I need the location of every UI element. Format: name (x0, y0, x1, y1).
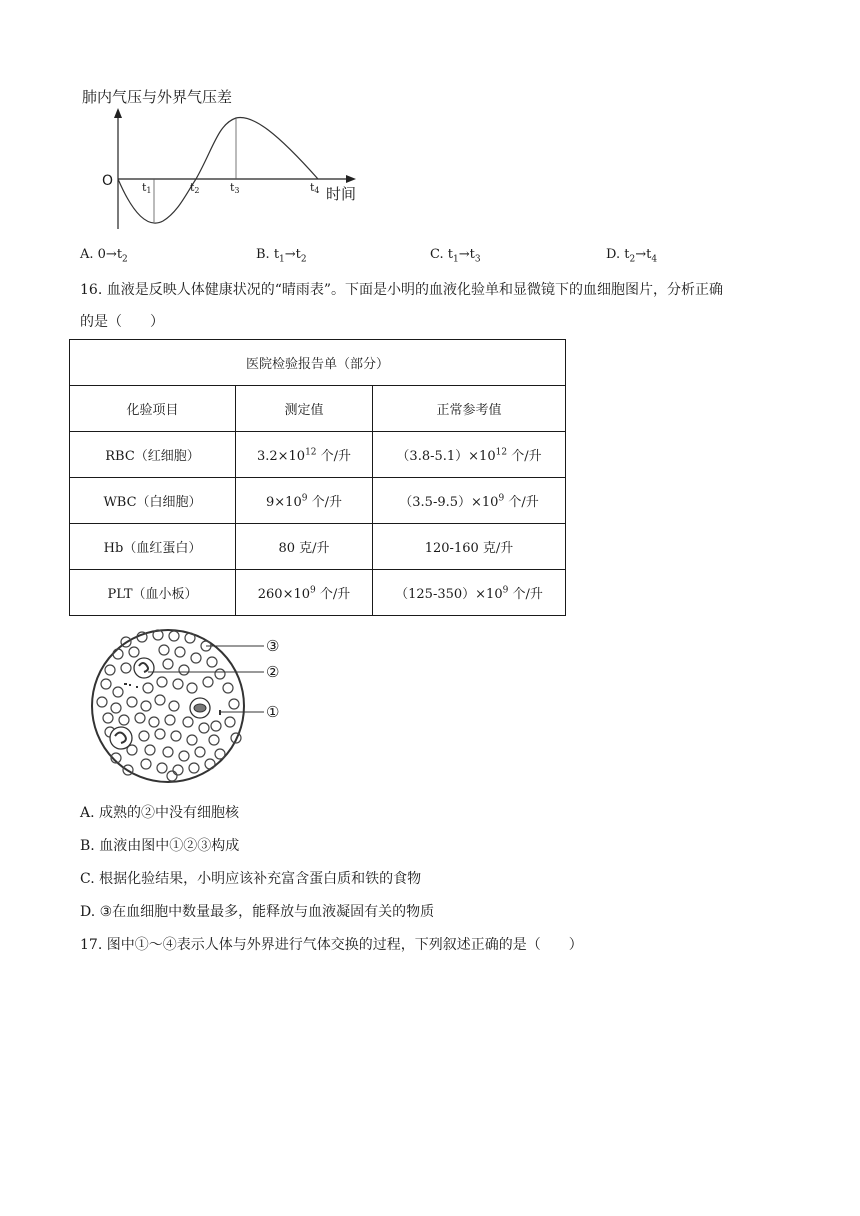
tick-t3: t3 (230, 181, 240, 195)
tick-t1: t1 (142, 181, 152, 195)
cell-item: PLT（血小板） (70, 570, 236, 616)
red-blood-cell (141, 701, 151, 711)
q15-option-c: C. $t_1\to t_3$ (430, 247, 481, 265)
table-title: 医院检验报告单（部分） (70, 340, 566, 386)
cell-value: $260\times 10^9$ 个/升 (236, 570, 373, 616)
red-blood-cell (97, 697, 107, 707)
red-blood-cell (179, 751, 189, 761)
red-blood-cell (187, 683, 197, 693)
header-reference: 正常参考值 (373, 386, 566, 432)
red-blood-cell (129, 647, 139, 657)
red-blood-cells (97, 630, 241, 781)
red-blood-cell (139, 731, 149, 741)
red-blood-cell (179, 665, 189, 675)
q16-stem-line2: 的是（ ） (80, 314, 164, 330)
red-blood-cell (215, 669, 225, 679)
cell-reference: $(3.5-9.5)\times 10^9$ 个/升 (373, 478, 566, 524)
red-blood-cell (169, 701, 179, 711)
red-blood-cell (113, 687, 123, 697)
table-row (70, 432, 566, 478)
table-row (70, 478, 566, 524)
red-blood-cell (167, 771, 177, 781)
red-blood-cell (103, 713, 113, 723)
q17-stem: 17. 图中①～④表示人体与外界进行气体交换的过程，下列叙述正确的是（ ） (80, 937, 583, 953)
red-blood-cell (135, 713, 145, 723)
red-blood-cell (205, 759, 215, 769)
red-blood-cell (215, 749, 225, 759)
red-blood-cell (175, 647, 185, 657)
q16-option-d: D. ③在血细胞中数量最多，能释放与血液凝固有关的物质 (80, 904, 435, 920)
table-row (70, 524, 566, 570)
red-blood-cell (145, 745, 155, 755)
cell-reference: $(125-350)\times 10^9$ 个/升 (373, 570, 566, 616)
red-blood-cell (165, 715, 175, 725)
graph-origin: O (102, 173, 114, 189)
red-blood-cell (121, 663, 131, 673)
q16-option-a: A. 成熟的②中没有细胞核 (80, 805, 240, 821)
pressure-curve (118, 118, 318, 224)
white-blood-cell (110, 727, 132, 749)
red-blood-cell (203, 677, 213, 687)
red-blood-cell (207, 657, 217, 667)
header-item: 化验项目 (70, 386, 236, 432)
red-blood-cell (199, 723, 209, 733)
graph-xlabel: 时间 (326, 185, 357, 203)
q15-option-d: D. $t_2\to t_4$ (606, 247, 658, 265)
cell-item: RBC（红细胞） (70, 432, 236, 478)
red-blood-cell (229, 699, 239, 709)
red-blood-cell (171, 731, 181, 741)
cell-reference: 120-160 克/升 (373, 524, 566, 570)
red-blood-cell (195, 747, 205, 757)
q16-option-c: C. 根据化验结果，小明应该补充富含蛋白质和铁的食物 (80, 871, 422, 887)
graph-ylabel: 肺内气压与外界气压差 (82, 88, 233, 106)
label-1: ① (266, 703, 280, 721)
white-blood-cell (190, 698, 210, 718)
tick-t4: t4 (310, 181, 320, 195)
red-blood-cell (127, 697, 137, 707)
red-blood-cell (163, 747, 173, 757)
y-axis-arrow (114, 108, 122, 118)
red-blood-cell (157, 763, 167, 773)
q15-option-b: B. $t_1\to t_2$ (256, 247, 307, 265)
tick-t2: t2 (190, 181, 200, 195)
red-blood-cell (157, 677, 167, 687)
cell-value: $3.2\times 10^{12}$ 个/升 (236, 432, 373, 478)
white-blood-cell (134, 658, 154, 678)
red-blood-cell (111, 703, 121, 713)
cell-value: $9\times 10^9$ 个/升 (236, 478, 373, 524)
label-2: ② (266, 663, 280, 681)
red-blood-cell (169, 631, 179, 641)
red-blood-cell (173, 765, 183, 775)
q15-option-a: A. $0\to t_2$ (80, 247, 128, 265)
cell-value: 80 克/升 (236, 524, 373, 570)
cell-item: WBC（白细胞） (70, 478, 236, 524)
label-3: ③ (266, 637, 280, 655)
red-blood-cell (185, 633, 195, 643)
red-blood-cell (211, 721, 221, 731)
x-axis-arrow (346, 175, 356, 183)
red-blood-cell (143, 683, 153, 693)
red-blood-cell (189, 763, 199, 773)
cell-reference: $(3.8-5.1)\times 10^{12}$ 个/升 (373, 432, 566, 478)
red-blood-cell (163, 659, 173, 669)
red-blood-cell (223, 683, 233, 693)
blood-report-table (69, 339, 566, 616)
red-blood-cell (119, 715, 129, 725)
red-blood-cell (225, 717, 235, 727)
q16-option-b: B. 血液由图中①②③构成 (80, 838, 240, 854)
red-blood-cell (105, 665, 115, 675)
q16-stem-line1: 16. 血液是反映人体健康状况的“晴雨表”。下面是小明的血液化验单和显微镜下的血细胞图片，分析正确 (80, 282, 724, 298)
blood-cell-micrograph (88, 622, 298, 787)
header-value: 测定值 (236, 386, 373, 432)
red-blood-cell (155, 729, 165, 739)
red-blood-cell (149, 717, 159, 727)
cell-item: Hb（血红蛋白） (70, 524, 236, 570)
red-blood-cell (173, 679, 183, 689)
pressure-graph (78, 84, 378, 234)
red-blood-cell (159, 645, 169, 655)
red-blood-cell (101, 679, 111, 689)
red-blood-cell (183, 717, 193, 727)
red-blood-cell (191, 653, 201, 663)
red-blood-cell (155, 695, 165, 705)
red-blood-cell (113, 649, 123, 659)
red-blood-cell (187, 735, 197, 745)
table-row (70, 570, 566, 616)
red-blood-cell (141, 759, 151, 769)
red-blood-cell (209, 735, 219, 745)
